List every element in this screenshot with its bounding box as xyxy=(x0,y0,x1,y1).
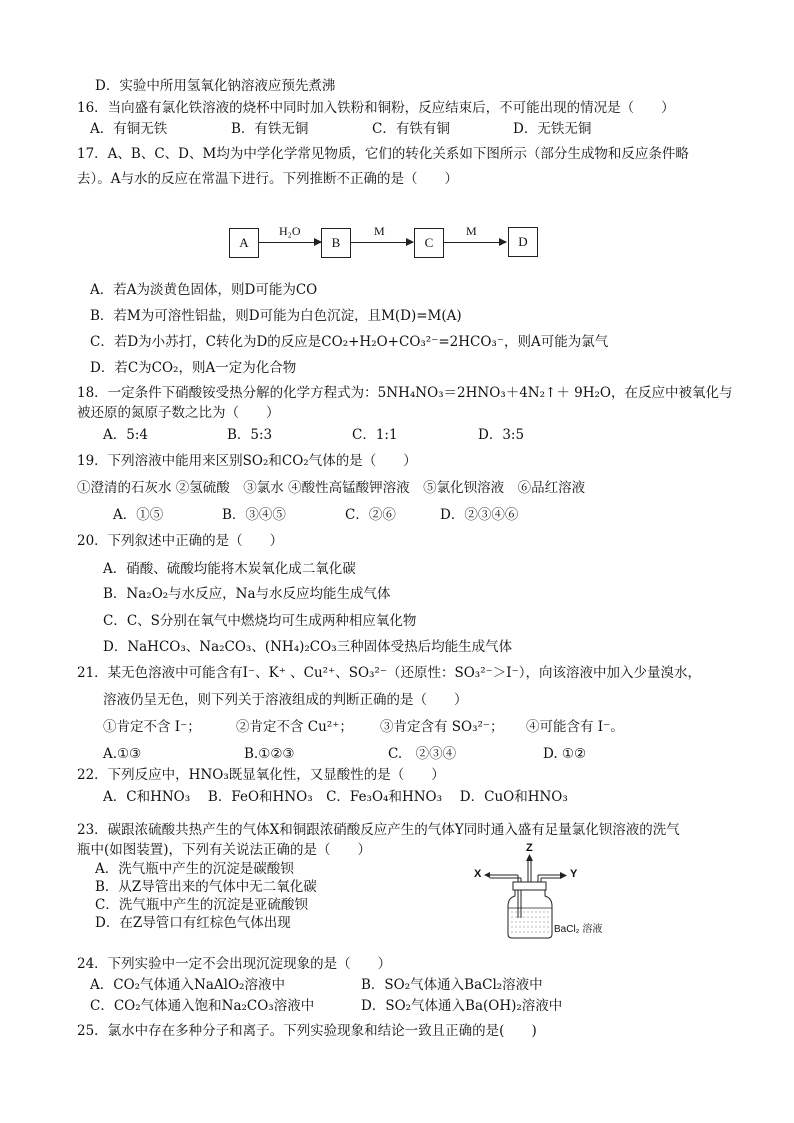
arrow-a-b xyxy=(259,242,321,243)
q20-option-c: C．C、S分别在氧气中燃烧均可生成两种相应氧化物 xyxy=(103,613,417,629)
label-m2: M xyxy=(466,224,477,238)
arrow-c-d xyxy=(444,242,506,243)
q16-option-a: A．有铜无铁 xyxy=(90,121,168,137)
gas-washing-bottle-apparatus xyxy=(470,842,610,940)
q21-option-b: B.①②③ xyxy=(244,746,295,762)
q21-option-c: C. ②③④ xyxy=(388,746,457,762)
q24-option-b: B．SO₂气体通入BaCl₂溶液中 xyxy=(361,977,543,993)
label-z: Z xyxy=(526,842,533,854)
q18-stem-line1: 18．一定条件下硝酸铵受热分解的化学方程式为：5NH₄NO₃＝2HNO₃＋4N₂↑＋ 9H₂O，在反应中被氧化与 xyxy=(77,385,733,401)
q21-item-2: ②肯定不含 Cu²⁺； xyxy=(236,719,353,735)
label-bacl2-solution: BaCl₂ 溶液 xyxy=(554,924,603,935)
q17-option-c: C．若D为小苏打，C转化为D的反应是CO₂+H₂O+CO₃²⁻=2HCO₃⁻，则A可能为氯气 xyxy=(90,334,609,350)
q21-stem-line1: 21．某无色溶液中可能含有I⁻、K⁺ 、Cu²⁺、SO₃²⁻（还原性：SO₃²⁻＞I⁻），向该溶液中加入少量溴水， xyxy=(77,665,701,681)
q23-option-d: D．在Z导管口有红棕色气体出现 xyxy=(95,915,291,931)
q17-stem-line2: 去）。A与水的反应在常温下进行。下列推断不正确的是（ ） xyxy=(77,171,458,187)
q18-option-d: D．3:5 xyxy=(478,427,525,443)
q24-stem: 24．下列实验中一定不会出现沉淀现象的是（ ） xyxy=(77,956,392,972)
q25-stem: 25．氯水中存在多种分子和离子。下列实验现象和结论一致且正确的是( ) xyxy=(77,1023,537,1039)
node-a: A xyxy=(229,228,259,258)
q19-items: ①澄清的石灰水 ②氢硫酸 ③氯水 ④酸性高锰酸钾溶液 ⑤氯化钡溶液 ⑥品红溶液 xyxy=(77,480,586,496)
label-h2o: H₂O xyxy=(279,224,301,238)
q21-item-1: ①肯定不含 I⁻； xyxy=(103,719,201,735)
q18-option-c: C．1:1 xyxy=(352,427,398,443)
q16-option-b: B．有铁无铜 xyxy=(231,121,309,137)
q18-stem-line2: 被还原的氮原子数之比为（ ） xyxy=(77,405,280,421)
node-b: B xyxy=(321,228,351,258)
q23-stem-line1: 23．碳跟浓硫酸共热产生的气体X和铜跟浓硝酸反应产生的气体Y同时通入盛有足量氯化钡溶液的洗气 xyxy=(77,822,680,838)
q24-option-d: D．SO₂气体通入Ba(OH)₂溶液中 xyxy=(361,998,563,1014)
node-d: D xyxy=(508,227,538,257)
q17-option-d: D．若C为CO₂，则A一定为化合物 xyxy=(90,360,297,376)
q19-stem: 19．下列溶液中能用来区别SO₂和CO₂气体的是（ ） xyxy=(77,453,417,469)
q19-option-d: D．②③④⑥ xyxy=(440,507,519,523)
q24-option-a: A．CO₂气体通入NaAlO₂溶液中 xyxy=(90,977,285,993)
label-x: X xyxy=(474,868,482,880)
q17-option-b: B．若M为可溶性铝盐，则D可能为白色沉淀，且M(D)=M(A) xyxy=(90,308,462,324)
q23-stem-line2: 瓶中(如图装置)，下列有关说法正确的是（ ） xyxy=(77,842,372,858)
q15-option-d: D．实验中所用氢氧化钠溶液应预先煮沸 xyxy=(95,78,336,94)
node-c: C xyxy=(414,228,444,258)
q21-option-a: A.①③ xyxy=(103,746,142,762)
q21-stem-line2: 溶液仍呈无色，则下列关于溶液组成的判断正确的是（ ） xyxy=(103,692,468,708)
q20-option-a: A．硝酸、硫酸均能将木炭氧化成二氧化碳 xyxy=(103,561,356,577)
q16-stem: 16．当向盛有氯化铁溶液的烧杯中同时加入铁粉和铜粉，反应结束后，不可能出现的情况是（ ） xyxy=(77,100,675,116)
label-y: Y xyxy=(570,868,578,880)
q19-option-b: B．③④⑤ xyxy=(222,507,286,523)
q16-option-c: C．有铁有铜 xyxy=(372,121,450,137)
q22-options: A．C和HNO₃ B．FeO和HNO₃ C．Fe₃O₄和HNO₃ D．CuO和HNO₃ xyxy=(103,789,568,805)
arrow-b-c xyxy=(351,242,413,243)
q21-option-d: D. ①② xyxy=(543,746,587,762)
q21-item-4: ④可能含有 I⁻。 xyxy=(526,719,624,735)
q22-stem: 22．下列反应中，HNO₃既显氧化性，又显酸性的是（ ） xyxy=(77,767,445,783)
q20-option-d: D．NaHCO₃、Na₂CO₃、(NH₄)₂CO₃三种固体受热后均能生成气体 xyxy=(103,639,513,655)
q19-option-c: C．②⑥ xyxy=(345,507,396,523)
q17-stem-line1: 17．A、B、C、D、M均为中学化学常见物质，它们的转化关系如下图所示（部分生成物和反应条件略 xyxy=(77,146,689,162)
q16-option-d: D．无铁无铜 xyxy=(513,121,592,137)
q18-option-b: B．5:3 xyxy=(227,427,273,443)
q20-stem: 20．下列叙述中正确的是（ ） xyxy=(77,533,284,549)
q23-option-c: C．洗气瓶中产生的沉淀是亚硫酸钡 xyxy=(95,897,308,913)
q23-option-b: B．从Z导管出来的气体中无二氧化碳 xyxy=(95,879,317,895)
q17-option-a: A．若A为淡黄色固体，则D可能为CO xyxy=(90,282,318,298)
label-m1: M xyxy=(374,224,385,238)
q21-item-3: ③肯定含有 SO₃²⁻； xyxy=(380,719,504,735)
q20-option-b: B．Na₂O₂与水反应，Na与水反应均能生成气体 xyxy=(103,586,391,602)
q19-option-a: A．①⑤ xyxy=(113,507,164,523)
q23-option-a: A．洗气瓶中产生的沉淀是碳酸钡 xyxy=(95,861,294,877)
q24-option-c: C．CO₂气体通入饱和Na₂CO₃溶液中 xyxy=(90,998,315,1014)
q18-option-a: A．5:4 xyxy=(103,427,148,443)
